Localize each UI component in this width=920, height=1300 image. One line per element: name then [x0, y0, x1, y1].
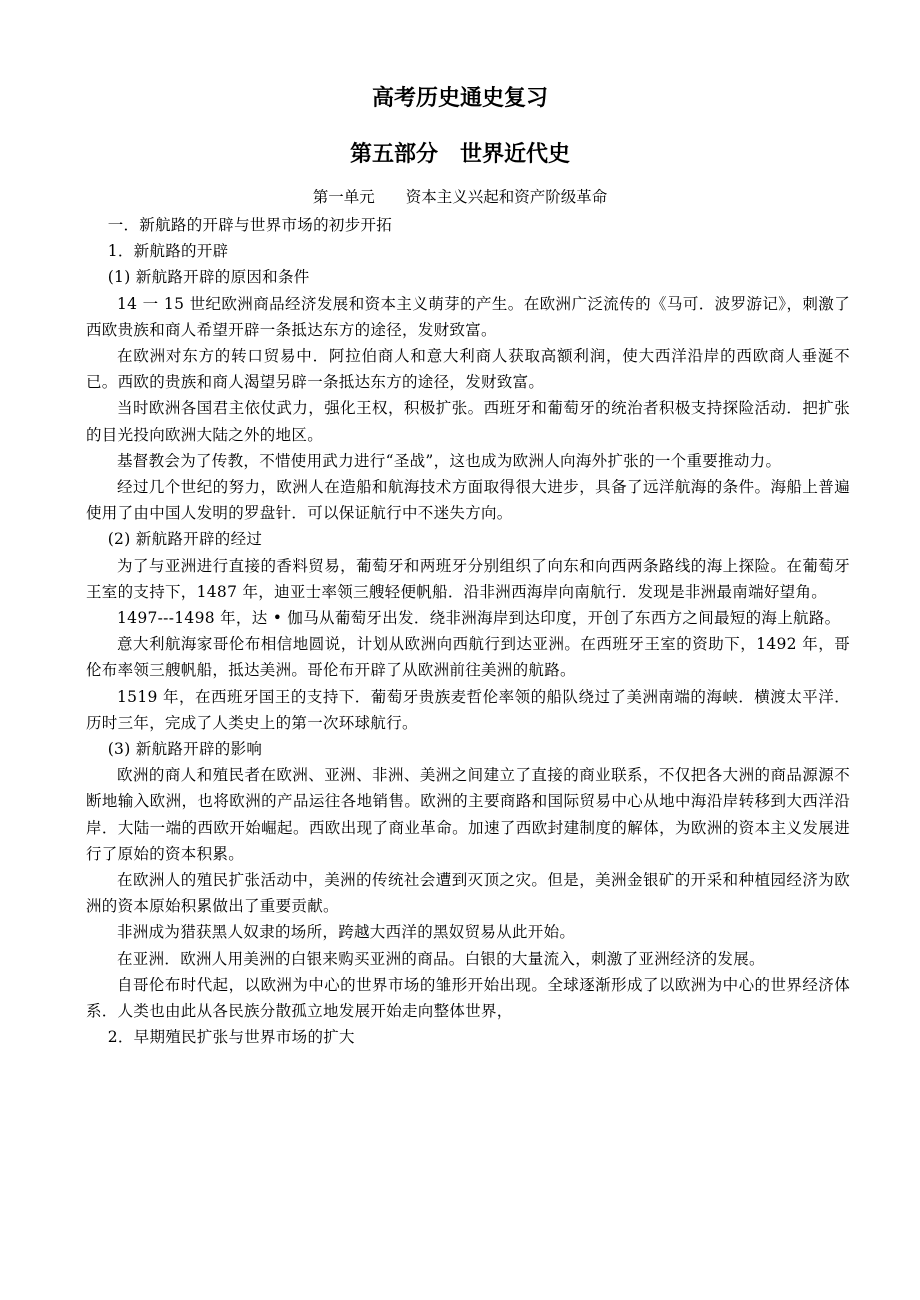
- subsection-heading: (1) 新航路开辟的原因和条件: [107, 268, 310, 287]
- body-paragraph: 在欧洲人的殖民扩张活动中，美洲的传统社会遭到灭顶之灾。但是，美洲金银矿的开采和种植园经济为欧洲的资本原始积累做出了重要贡献。: [86, 871, 850, 916]
- document-body: [86, 212, 850, 1051]
- body-paragraph: 为了与亚洲进行直接的香料贸易，葡萄牙和两班牙分别组织了向东和向西两条路线的海上探险。在葡萄牙王室的支持下，1487 年，迪亚士率领三艘轻便帆船．沿非洲西海岸向南航行．发现是非洲最南端好望角。: [86, 556, 850, 601]
- section-heading: 2．早期殖民扩张与世界市场的扩大: [107, 1028, 355, 1047]
- body-paragraph: 自哥伦布时代起，以欧洲为中心的世界市场的雏形开始出现。全球逐渐形成了以欧洲为中心的世界经济体系．人类也由此从各民族分散孤立地发展开始走向整体世界，: [86, 975, 850, 1021]
- section-heading: 一．新航路的开辟与世界市场的初步开拓: [107, 216, 393, 234]
- subsection-heading: (2) 新航路开辟的经过: [107, 530, 263, 549]
- body-paragraph: 意大利航海家哥伦布相信地圆说，计划从欧洲向西航行到达亚洲。在西班牙王室的资助下，1492 年，哥伦布率领三艘帆船，抵达美洲。哥伦布开辟了从欧洲前往美洲的航路。: [86, 635, 850, 680]
- body-paragraph: 1519 年，在西班牙国王的支持下．葡萄牙贵族麦哲伦率领的船队绕过了美洲南端的海峡．横渡太平洋．历时三年，完成了人类史上的第一次环球航行。: [86, 687, 850, 732]
- document-title: 高考历史通史复习: [371, 86, 548, 111]
- body-paragraph: 基督教会为了传教，不惜使用武力进行“圣战”，这也成为欧洲人向海外扩张的一个重要推动力。: [117, 451, 782, 470]
- body-paragraph: 在亚洲．欧洲人用美洲的白银来购买亚洲的商品。白银的大量流入，刺激了亚洲经济的发展。: [117, 949, 765, 968]
- subsection-heading: 1．新航路的开辟: [107, 242, 229, 261]
- body-paragraph: 非洲成为猎获黑人奴隶的场所，跨越大西洋的黑奴贸易从此开始。: [117, 923, 576, 942]
- body-paragraph: 当时欧洲各国君主依仗武力，强化王权，积极扩张。西班牙和葡萄牙的统治者积极支持探险活动．把扩张的目光投向欧洲大陆之外的地区。: [86, 399, 850, 444]
- body-paragraph: 14 一 15 世纪欧洲商品经济发展和资本主义萌芽的产生。在欧洲广泛流传的《马可．波罗游记》，刺激了西欧贵族和商人希望开辟一条抵达东方的途径，发财致富。: [86, 294, 850, 339]
- body-paragraph: 欧洲的商人和殖民者在欧洲、亚洲、非洲、美洲之间建立了直接的商业联系，不仅把各大洲的商品源源不断地输入欧洲，也将欧洲的产品运往各地销售。欧洲的主要商路和国际贸易中心从地中海沿岸转移到大西洋沿岸．大陆一端的西欧开始崛起。西欧出现了商业革命。加速了西欧封建制度的解体，为欧洲的资本主义发展进行了原始的资本积累。: [86, 766, 850, 863]
- body-paragraph: 经过几个世纪的努力，欧洲人在造船和航海技术方面取得很大进步，具备了远洋航海的条件。海船上普遍使用了由中国人发明的罗盘针．可以保证航行中不迷失方向。: [86, 478, 850, 523]
- body-paragraph: 在欧洲对东方的转口贸易中．阿拉伯商人和意大利商人获取高额利润，使大西洋沿岸的西欧商人垂涎不已。西欧的贵族和商人渴望另辟一条抵达东方的途径，发财致富。: [86, 347, 850, 392]
- body-paragraph: 1497---1498 年，达 • 伽马从葡萄牙出发．绕非洲海岸到达印度，开创了东西方之间最短的海上航路。: [117, 609, 841, 628]
- part-title: 第五部分 世界近代史: [349, 142, 570, 167]
- subsection-heading: (3) 新航路开辟的影响: [107, 740, 263, 759]
- unit-title: 第一单元 资本主义兴起和资产阶级革命: [312, 188, 608, 206]
